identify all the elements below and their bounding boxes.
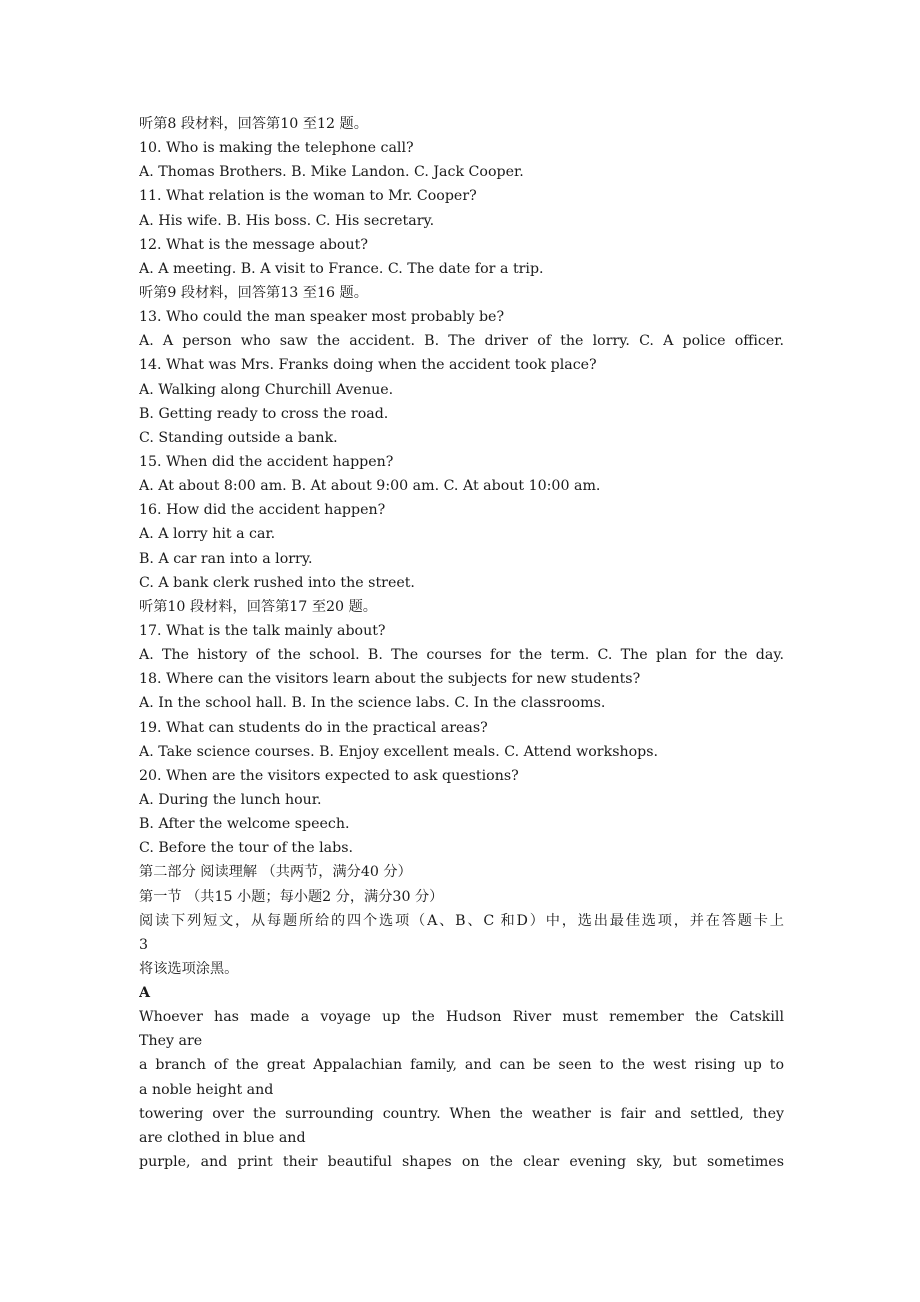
question-18: 18. Where can the visitors learn about the subjects for new students? [139,671,641,688]
option-20c: C. Before the tour of the labs. [139,840,354,857]
page-number: 3 [139,936,149,953]
passage-label: A [139,985,151,1002]
question-15: 15. When did the accident happen? [139,453,394,470]
question-19: 19. What can students do in the practical areas? [139,719,488,736]
options-18: A. In the school hall. B. In the science labs. C. In the classrooms. [139,695,606,712]
instructions-line-2: 将该选项涂黑。 [139,960,239,977]
options-12: A. A meeting. B. A visit to France. C. The date for a trip. [139,260,544,277]
passage-line-5: towering over the surrounding country. When the weather is fair and settled, they [139,1105,784,1122]
option-14a: A. Walking along Churchill Avenue. [139,381,394,398]
options-11: A. His wife. B. His boss. C. His secretary. [139,212,435,229]
options-19: A. Take science courses. B. Enjoy excellent meals. C. Attend workshops. [139,743,659,760]
question-11: 11. What relation is the woman to Mr. Cooper? [139,188,477,205]
question-12: 12. What is the message about? [139,236,368,253]
passage-line-1: Whoever has made a voyage up the Hudson River must remember the Catskill [139,1009,784,1026]
part-two-heading: 第二部分 阅读理解 （共两节，满分40 分） [139,864,412,881]
option-14b: B. Getting ready to cross the road. [139,405,389,422]
option-20a: A. During the lunch hour. [139,791,322,808]
section-heading-10: 听第10 段材料，回答第17 至20 题。 [139,598,377,615]
options-15: A. At about 8:00 am. B. At about 9:00 am. C. At about 10:00 am. [139,478,601,495]
section-one-heading: 第一节 （共15 小题；每小题2 分，满分30 分） [139,888,444,905]
option-16c: C. A bank clerk rushed into the street. [139,574,415,591]
option-16a: A. A lorry hit a car. [139,526,276,543]
question-16: 16. How did the accident happen? [139,502,386,519]
instructions-line-1: 阅读下列短文，从每题所给的四个选项（A、B、C 和D）中，选出最佳选项，并在答题卡上 [139,912,784,929]
section-heading-9: 听第9 段材料，回答第13 至16 题。 [139,284,368,301]
question-14: 14. What was Mrs. Franks doing when the accident took place? [139,357,597,374]
question-13: 13. Who could the man speaker most probably be? [139,309,505,326]
passage-line-3: a branch of the great Appalachian family, and can be seen to the west rising up to [139,1057,784,1074]
option-14c: C. Standing outside a bank. [139,429,338,446]
options-10: A. Thomas Brothers. B. Mike Landon. C. Jack Cooper. [139,164,524,181]
section-heading-8: 听第8 段材料，回答第10 至12 题。 [139,116,368,132]
document-page [139,112,784,1174]
question-17: 17. What is the talk mainly about? [139,622,386,639]
options-17: A. The history of the school. B. The courses for the term. C. The plan for the day. [139,647,784,664]
question-20: 20. When are the visitors expected to ask questions? [139,767,519,784]
option-16b: B. A car ran into a lorry. [139,550,313,567]
passage-line-4: a noble height and [139,1081,274,1098]
passage-line-6: are clothed in blue and [139,1129,306,1146]
passage-line-7: purple, and print their beautiful shapes on the clear evening sky, but sometimes [139,1154,784,1171]
options-13: A. A person who saw the accident. B. The driver of the lorry. C. A police officer. [139,333,784,350]
question-10: 10. Who is making the telephone call? [139,140,414,157]
passage-line-2: They are [139,1033,203,1050]
option-20b: B. After the welcome speech. [139,816,350,833]
